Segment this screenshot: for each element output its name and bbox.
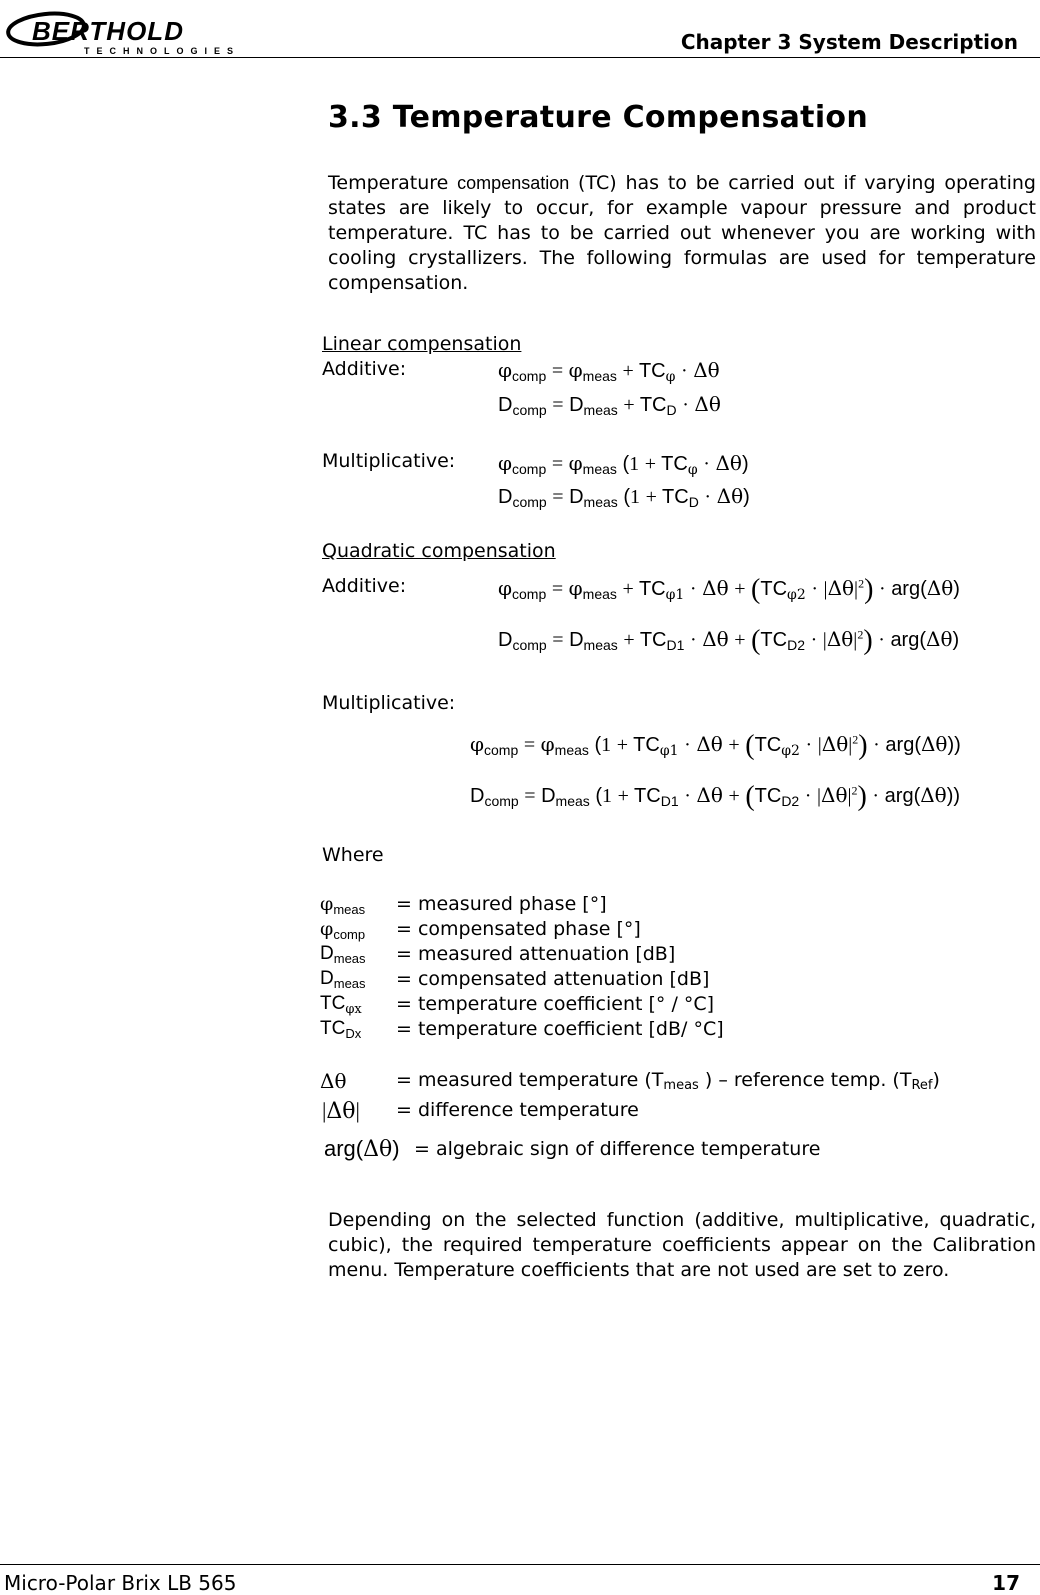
svg-text:BERTHOLD: BERTHOLD	[32, 16, 184, 46]
quadratic-additive-label: Additive:	[322, 575, 407, 597]
linear-multiplicative-label: Multiplicative:	[322, 450, 456, 472]
quadratic-multiplicative-label: Multiplicative:	[322, 692, 456, 714]
dtheta-definition: = measured temperature ($T_{meas}$ ) – reference temp. $(T_{Ref})$	[396, 1069, 940, 1093]
svg-text:TECHNOLOGIES: TECHNOLOGIES	[84, 46, 241, 56]
header-divider	[0, 57, 1040, 58]
closing-paragraph: Depending on the selected function (additive, multiplicative, quadratic, cubic), the required temperature coefficients appear on the Calibration menu. Temperature coefficients that are not used are set to zero.	[328, 1209, 1036, 1281]
abs-dtheta-symbol: |Δθ|	[322, 1098, 360, 1124]
berthold-logo	[4, 10, 304, 56]
quad-additive-d-formula: $D_{comp} = D_{meas} + TC_{D1} \cdot \Delta\theta + (TC_{D2} \cdot |\Delta\theta|^2) \cdot arg(\Delta\theta)$	[498, 625, 960, 656]
chapter-title: Chapter 3 System Description	[680, 30, 1018, 54]
quad-additive-phi-formula: $\varphi_{comp} = \varphi_{meas} + TC_{\varphi 1} \cdot \Delta\theta + (TC_{\varphi 2} \cdot |\Delta\theta|^2) \cdot arg(\Delta\theta)$	[498, 574, 960, 605]
quadratic-heading: Quadratic compensation	[322, 540, 556, 562]
footer-divider	[0, 1564, 1040, 1565]
arg-dtheta-definition: = algebraic sign of difference temperature	[414, 1138, 821, 1160]
quad-mult-phi-formula: $\varphi_{comp} = \varphi_{meas}$ $(1 + TC_{\varphi 1} \cdot \Delta\theta + (TC_{\varphi 2} \cdot |\Delta\theta|^2) \cdot arg(\Delta\theta))$	[470, 730, 961, 761]
where-label: Where	[322, 844, 384, 866]
page-number: 17	[992, 1571, 1020, 1595]
intro-paragraph: Temperature compensation (TC) has to be carried out if varying operating states are likely to occur, for example vapour pressure and product temperature. TC has to be carried out whenever you are working with cooling crystallizers. The following formulas are used for temperature compensation.	[328, 172, 1036, 294]
linear-mult-phi-formula: $\varphi_{comp} = \varphi_{meas}$ $(1 + TC_\varphi \cdot \Delta\theta)$	[498, 451, 749, 478]
linear-mult-d-formula: $D_{comp} = D_{meas}$ $(1 + TC_D \cdot \Delta\theta)$	[498, 484, 750, 510]
linear-additive-phi-formula: $\varphi_{comp} = \varphi_{meas} + TC_\varphi \cdot \Delta\theta$	[498, 358, 720, 385]
arg-dtheta-symbol: arg(Δθ)	[324, 1136, 400, 1162]
abs-dtheta-definition: = difference temperature	[396, 1099, 639, 1121]
footer-product: Micro-Polar Brix LB 565	[4, 1571, 237, 1595]
linear-additive-label: Additive:	[322, 358, 407, 380]
linear-heading: Linear compensation	[322, 333, 522, 355]
section-title: 3.3 Temperature Compensation	[328, 100, 868, 135]
dtheta-symbol: Δθ	[320, 1069, 347, 1093]
quad-mult-d-formula: $D_{comp} = D_{meas}$ $(1 + TC_{D1} \cdot \Delta\theta + (TC_{D2} \cdot |\Delta\theta|^2) \cdot arg(\Delta\theta))$	[470, 781, 961, 812]
linear-additive-d-formula: $D_{comp} = D_{meas} + TC_D \cdot \Delta\theta$	[498, 392, 721, 418]
